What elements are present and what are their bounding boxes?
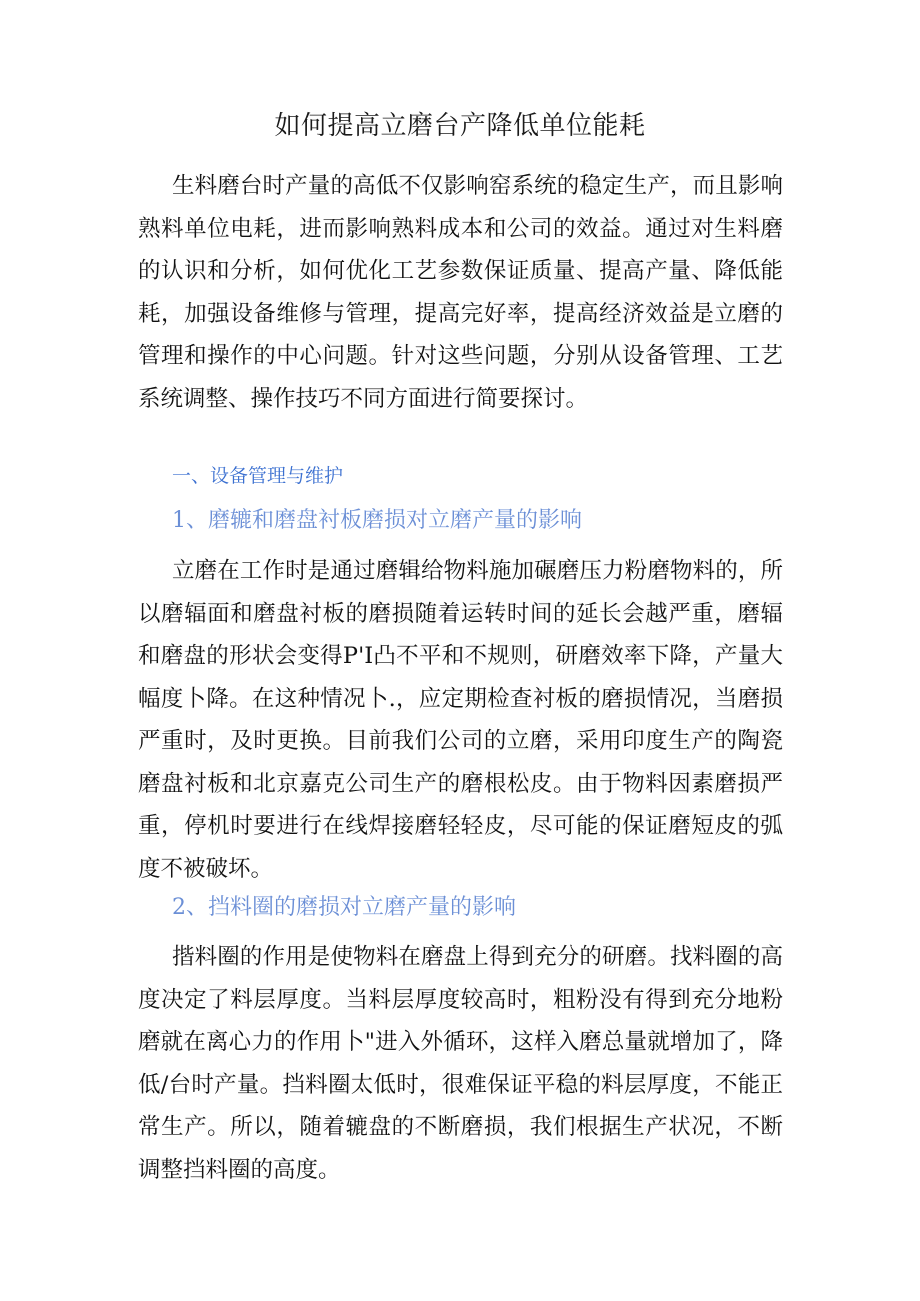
section-heading-equipment: 一、设备管理与维护 bbox=[172, 465, 344, 487]
subheading-dam-ring-wear: 2、挡料圈的磨损对立磨产量的影响 bbox=[172, 895, 516, 920]
document-title: 如何提高立磨台产降低单位能耗 bbox=[274, 111, 646, 141]
paragraph-roller-wear: 立磨在工作时是通过磨辑给物料施加碾磨压力粉磨物料的，所以磨辐面和磨盘衬板的磨损随着运转时间的延长会越严重，磨辐和磨盘的形状会变得P'I凸不平和不规则，研磨效率下降，产量大幅度卜降。在这种情况卜.，应定期检查衬板的磨损情况，当磨损严重时，及时更换。目前我们公司的立磨，采用印度生产的陶瓷磨盘衬板和北京嘉克公司生产的磨根松皮。由于物料因素磨损严重，停机时要进行在线焊接磨轻轻皮，尽可能的保证磨短皮的弧度不被破坏。 bbox=[138, 558, 783, 882]
paragraph-dam-ring-wear: 揩料圈的作用是使物料在磨盘上得到充分的研磨。找料圈的高度决定了料层厚度。当料层厚度较高时，粗粉没有得到充分地粉磨就在离心力的作用卜"进入外循环，这样入磨总量就增加了，降低/台时产量。挡料圈太低时，很难保证平稳的料层厚度，不能正常生产。所以，随着辘盘的不断磨损，我们根据生产状况，不断调整挡料圈的高度。 bbox=[138, 944, 783, 1183]
subheading-roller-wear: 1、磨辘和磨盘衬板磨损对立磨产量的影响 bbox=[172, 508, 582, 533]
intro-paragraph: 生料磨台时产量的高低不仅影响窑系统的稳定生产，而且影响熟料单位电耗，进而影响熟料成本和公司的效益。通过对生料磨的认识和分析，如何优化工艺参数保证质量、提高产量、降低能耗，加强设备维修与管理，提高完好率，提高经济效益是立磨的管理和操作的中心问题。针对这些问题，分别从设备管理、工艺系统调整、操作技巧不同方面进行简要探讨。 bbox=[138, 173, 783, 412]
